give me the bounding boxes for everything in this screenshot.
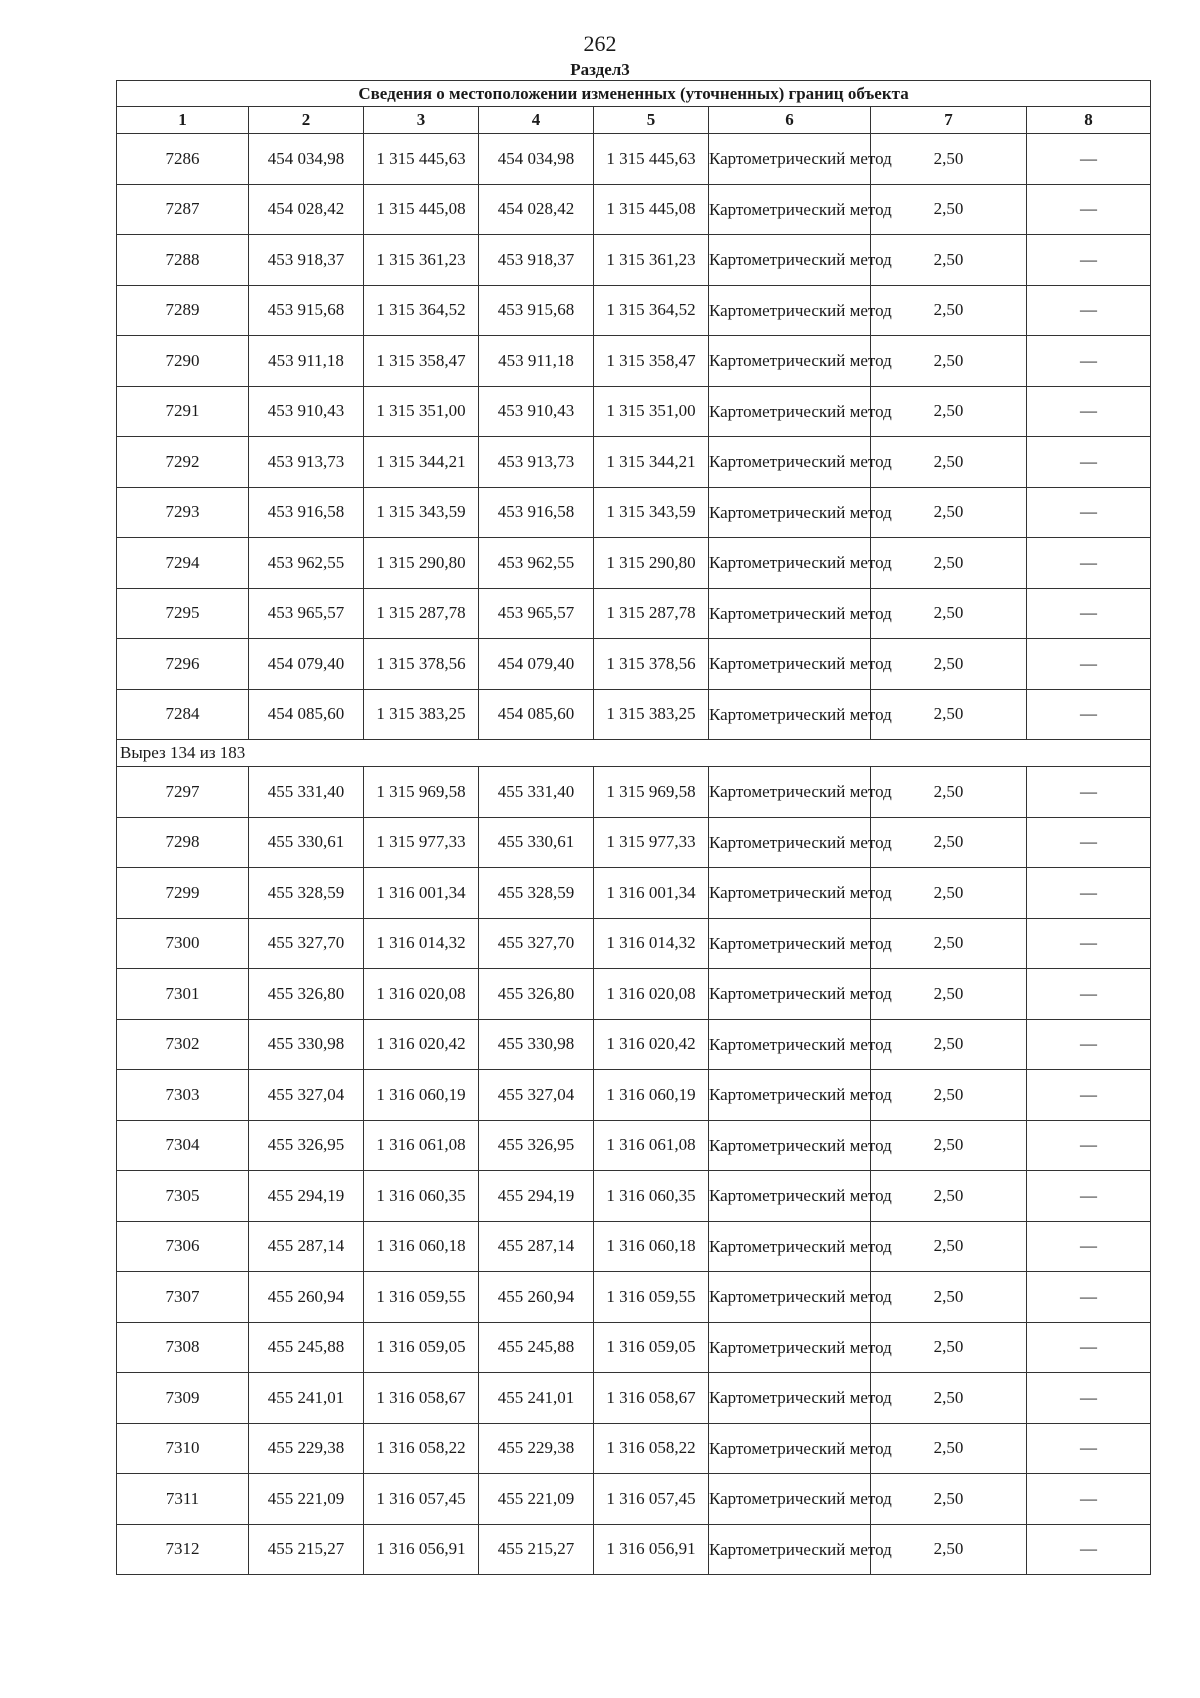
table-row [117, 1373, 1151, 1424]
table-cell-col1: 7299 [117, 868, 249, 919]
table-cell-col6: Картометрический метод [709, 285, 871, 336]
table-cell-col2: 455 215,27 [249, 1524, 364, 1575]
table-cell-col2: 455 326,80 [249, 969, 364, 1020]
column-header-4: 4 [479, 107, 594, 134]
table-cell-col4: 454 079,40 [479, 639, 594, 690]
table-cell-col6: Картометрический метод [709, 1171, 871, 1222]
table-cell-col1: 7312 [117, 1524, 249, 1575]
table-cell-col5: 1 316 060,35 [594, 1171, 709, 1222]
table-cell-col8: — [1027, 538, 1151, 589]
table-cell-col5: 1 316 057,45 [594, 1474, 709, 1525]
table-cell-col4: 453 962,55 [479, 538, 594, 589]
table-cell-col1: 7302 [117, 1019, 249, 1070]
table-cell-col1: 7305 [117, 1171, 249, 1222]
table-cell-col8: — [1027, 1070, 1151, 1121]
table-cell-col4: 455 221,09 [479, 1474, 594, 1525]
table-cell-col4: 455 331,40 [479, 767, 594, 818]
table-cell-col3: 1 315 977,33 [364, 817, 479, 868]
table-cell-col6: Картометрический метод [709, 184, 871, 235]
table-cell-col2: 455 221,09 [249, 1474, 364, 1525]
table-cell-col4: 453 910,43 [479, 386, 594, 437]
table-cell-col3: 1 316 059,05 [364, 1322, 479, 1373]
table-cell-col6: Картометрический метод [709, 1322, 871, 1373]
table-cell-col5: 1 315 290,80 [594, 538, 709, 589]
table-cell-col1: 7294 [117, 538, 249, 589]
table-cell-col8: — [1027, 184, 1151, 235]
table-cell-col3: 1 315 287,78 [364, 588, 479, 639]
table-cell-col4: 455 215,27 [479, 1524, 594, 1575]
table-cell-col8: — [1027, 918, 1151, 969]
table-cell-col4: 454 085,60 [479, 689, 594, 740]
table-cell-col3: 1 315 343,59 [364, 487, 479, 538]
table-cell-col1: 7286 [117, 134, 249, 185]
table-cell-col3: 1 316 060,18 [364, 1221, 479, 1272]
table-cell-col7: 2,50 [871, 487, 1027, 538]
table-row [117, 817, 1151, 868]
table-cell-col8: — [1027, 336, 1151, 387]
table-row [117, 1272, 1151, 1323]
table-cell-col1: 7292 [117, 437, 249, 488]
table-cell-col2: 455 229,38 [249, 1423, 364, 1474]
table-cell-col4: 455 326,80 [479, 969, 594, 1020]
table-cell-col2: 455 331,40 [249, 767, 364, 818]
table-row [117, 184, 1151, 235]
table-cell-col2: 455 245,88 [249, 1322, 364, 1373]
table-cell-col8: — [1027, 969, 1151, 1020]
table-cell-col8: — [1027, 689, 1151, 740]
table-cell-col5: 1 316 020,42 [594, 1019, 709, 1070]
table-row [117, 235, 1151, 286]
table-cell-col6: Картометрический метод [709, 487, 871, 538]
table-cell-col5: 1 316 058,22 [594, 1423, 709, 1474]
table-cell-col1: 7293 [117, 487, 249, 538]
table-cell-col7: 2,50 [871, 184, 1027, 235]
table-cell-col2: 455 287,14 [249, 1221, 364, 1272]
table-cell-col3: 1 316 060,19 [364, 1070, 479, 1121]
table-cell-col1: 7298 [117, 817, 249, 868]
table-row [117, 285, 1151, 336]
table-cell-col1: 7307 [117, 1272, 249, 1323]
table-cell-col2: 455 241,01 [249, 1373, 364, 1424]
table-row [117, 868, 1151, 919]
table-cell-col6: Картометрический метод [709, 1221, 871, 1272]
table-cell-col7: 2,50 [871, 1070, 1027, 1121]
table-cell-col5: 1 315 977,33 [594, 817, 709, 868]
table-cell-col8: — [1027, 134, 1151, 185]
table-caption: Сведения о местоположении измененных (уточненных) границ объекта [117, 81, 1151, 107]
table-cell-col5: 1 316 020,08 [594, 969, 709, 1020]
table-cell-col2: 453 911,18 [249, 336, 364, 387]
table-cell-col1: 7303 [117, 1070, 249, 1121]
coordinates-table [116, 80, 1151, 1575]
table-cell-col2: 453 965,57 [249, 588, 364, 639]
table-cell-col3: 1 316 057,45 [364, 1474, 479, 1525]
table-cell-col1: 7301 [117, 969, 249, 1020]
table-cell-col6: Картометрический метод [709, 1423, 871, 1474]
table-row [117, 918, 1151, 969]
column-header-8: 8 [1027, 107, 1151, 134]
table-row [117, 336, 1151, 387]
table-row [117, 1474, 1151, 1525]
table-cell-col1: 7308 [117, 1322, 249, 1373]
table-cell-col5: 1 316 060,19 [594, 1070, 709, 1121]
table-cell-col7: 2,50 [871, 235, 1027, 286]
table-cell-col3: 1 316 020,08 [364, 969, 479, 1020]
column-header-1: 1 [117, 107, 249, 134]
table-row [117, 1322, 1151, 1373]
table-cell-col4: 455 327,04 [479, 1070, 594, 1121]
table-cell-col7: 2,50 [871, 1322, 1027, 1373]
table-cell-col5: 1 315 969,58 [594, 767, 709, 818]
table-cell-col7: 2,50 [871, 918, 1027, 969]
table-cell-col1: 7288 [117, 235, 249, 286]
page-number: 262 [583, 31, 617, 56]
column-header-3: 3 [364, 107, 479, 134]
table-cell-col2: 453 910,43 [249, 386, 364, 437]
table-cell-col2: 455 328,59 [249, 868, 364, 919]
table-cell-col8: — [1027, 1322, 1151, 1373]
table-cell-col3: 1 316 020,42 [364, 1019, 479, 1070]
table-row [117, 1070, 1151, 1121]
table-cell-col7: 2,50 [871, 1272, 1027, 1323]
table-cell-col7: 2,50 [871, 1524, 1027, 1575]
table-cell-col3: 1 315 383,25 [364, 689, 479, 740]
table-cell-col5: 1 315 364,52 [594, 285, 709, 336]
table-cell-col8: — [1027, 767, 1151, 818]
table-row [117, 1524, 1151, 1575]
cutout-label: Вырез 134 из 183 [117, 740, 1151, 767]
table-cell-col6: Картометрический метод [709, 918, 871, 969]
table-row [117, 1019, 1151, 1070]
table-cell-col7: 2,50 [871, 1120, 1027, 1171]
table-cell-col5: 1 315 344,21 [594, 437, 709, 488]
table-cell-col2: 455 330,61 [249, 817, 364, 868]
table-cell-col6: Картометрический метод [709, 1373, 871, 1424]
table-cell-col5: 1 315 445,63 [594, 134, 709, 185]
table-cell-col6: Картометрический метод [709, 588, 871, 639]
table-cell-col1: 7310 [117, 1423, 249, 1474]
table-cell-col8: — [1027, 1272, 1151, 1323]
table-cell-col2: 453 913,73 [249, 437, 364, 488]
table-cell-col6: Картометрический метод [709, 538, 871, 589]
table-cell-col8: — [1027, 235, 1151, 286]
table-cell-col2: 455 327,70 [249, 918, 364, 969]
table-cell-col6: Картометрический метод [709, 868, 871, 919]
table-cell-col4: 453 965,57 [479, 588, 594, 639]
table-cell-col7: 2,50 [871, 767, 1027, 818]
table-cell-col3: 1 315 445,08 [364, 184, 479, 235]
table-cell-col1: 7295 [117, 588, 249, 639]
table-row [117, 689, 1151, 740]
table-cell-col3: 1 315 358,47 [364, 336, 479, 387]
table-cell-col3: 1 316 001,34 [364, 868, 479, 919]
table-cell-col5: 1 316 060,18 [594, 1221, 709, 1272]
table-cell-col2: 453 916,58 [249, 487, 364, 538]
table-cell-col3: 1 315 361,23 [364, 235, 479, 286]
table-cell-col5: 1 316 014,32 [594, 918, 709, 969]
table-cell-col5: 1 316 059,05 [594, 1322, 709, 1373]
table-row [117, 1120, 1151, 1171]
table-cell-col2: 453 918,37 [249, 235, 364, 286]
table-cell-col3: 1 315 969,58 [364, 767, 479, 818]
table-cell-col1: 7304 [117, 1120, 249, 1171]
table-cell-col3: 1 315 445,63 [364, 134, 479, 185]
table-cell-col6: Картометрический метод [709, 1272, 871, 1323]
table-cell-col1: 7287 [117, 184, 249, 235]
table-cell-col3: 1 315 364,52 [364, 285, 479, 336]
table-cell-col4: 455 294,19 [479, 1171, 594, 1222]
table-cell-col5: 1 315 445,08 [594, 184, 709, 235]
table-cell-col8: — [1027, 1120, 1151, 1171]
table-row [117, 538, 1151, 589]
table-cell-col6: Картометрический метод [709, 1524, 871, 1575]
table-cell-col7: 2,50 [871, 588, 1027, 639]
table-row [117, 588, 1151, 639]
table-cell-col8: — [1027, 487, 1151, 538]
table-cell-col1: 7290 [117, 336, 249, 387]
table-cell-col6: Картометрический метод [709, 767, 871, 818]
table-cell-col1: 7289 [117, 285, 249, 336]
table-cell-col4: 455 241,01 [479, 1373, 594, 1424]
table-row [117, 437, 1151, 488]
table-cell-col5: 1 315 358,47 [594, 336, 709, 387]
table-cell-col7: 2,50 [871, 386, 1027, 437]
table-cell-col2: 455 326,95 [249, 1120, 364, 1171]
table-cell-col1: 7300 [117, 918, 249, 969]
table-cell-col2: 455 327,04 [249, 1070, 364, 1121]
table-cell-col7: 2,50 [871, 1474, 1027, 1525]
table-row [117, 134, 1151, 185]
table-row [117, 1221, 1151, 1272]
table-cell-col4: 453 913,73 [479, 437, 594, 488]
table-cell-col3: 1 315 378,56 [364, 639, 479, 690]
table-cell-col2: 455 294,19 [249, 1171, 364, 1222]
table-cell-col5: 1 316 056,91 [594, 1524, 709, 1575]
table-cell-col4: 453 916,58 [479, 487, 594, 538]
table-cell-col4: 455 326,95 [479, 1120, 594, 1171]
table-row [117, 639, 1151, 690]
table-cell-col8: — [1027, 588, 1151, 639]
table-cell-col1: 7296 [117, 639, 249, 690]
table-cell-col5: 1 316 059,55 [594, 1272, 709, 1323]
table-cell-col8: — [1027, 1524, 1151, 1575]
table-row [117, 1423, 1151, 1474]
table-cell-col7: 2,50 [871, 639, 1027, 690]
column-header-6: 6 [709, 107, 871, 134]
table-cell-col1: 7311 [117, 1474, 249, 1525]
column-header-7: 7 [871, 107, 1027, 134]
table-cell-col5: 1 316 001,34 [594, 868, 709, 919]
table-cell-col5: 1 315 343,59 [594, 487, 709, 538]
column-header-2: 2 [249, 107, 364, 134]
table-cell-col6: Картометрический метод [709, 437, 871, 488]
table-cell-col7: 2,50 [871, 1423, 1027, 1474]
table-row [117, 386, 1151, 437]
table-cell-col8: — [1027, 1373, 1151, 1424]
table-cell-col5: 1 315 351,00 [594, 386, 709, 437]
table-cell-col5: 1 315 287,78 [594, 588, 709, 639]
table-cell-col2: 455 330,98 [249, 1019, 364, 1070]
table-cell-col2: 455 260,94 [249, 1272, 364, 1323]
table-cell-col4: 454 028,42 [479, 184, 594, 235]
table-cell-col4: 455 330,98 [479, 1019, 594, 1070]
table-cell-col7: 2,50 [871, 969, 1027, 1020]
table-cell-col6: Картометрический метод [709, 689, 871, 740]
table-cell-col8: — [1027, 437, 1151, 488]
table-cell-col3: 1 315 344,21 [364, 437, 479, 488]
table-cell-col6: Картометрический метод [709, 386, 871, 437]
table-cell-col3: 1 315 351,00 [364, 386, 479, 437]
table-cell-col7: 2,50 [871, 285, 1027, 336]
table-cell-col3: 1 316 061,08 [364, 1120, 479, 1171]
table-row [117, 767, 1151, 818]
table-cell-col6: Картометрический метод [709, 1019, 871, 1070]
table-cell-col4: 455 245,88 [479, 1322, 594, 1373]
table-cell-col8: — [1027, 1423, 1151, 1474]
table-cell-col1: 7306 [117, 1221, 249, 1272]
section-title: Раздел3 [570, 60, 630, 79]
table-cell-col7: 2,50 [871, 1221, 1027, 1272]
table-cell-col6: Картометрический метод [709, 969, 871, 1020]
table-cell-col8: — [1027, 285, 1151, 336]
table-cell-col7: 2,50 [871, 868, 1027, 919]
table-cell-col7: 2,50 [871, 437, 1027, 488]
table-cell-col1: 7309 [117, 1373, 249, 1424]
table-cell-col7: 2,50 [871, 689, 1027, 740]
table-cell-col5: 1 315 361,23 [594, 235, 709, 286]
table-cell-col8: — [1027, 868, 1151, 919]
table-cell-col3: 1 316 058,22 [364, 1423, 479, 1474]
table-cell-col1: 7291 [117, 386, 249, 437]
table-cell-col4: 455 328,59 [479, 868, 594, 919]
table-cell-col6: Картометрический метод [709, 336, 871, 387]
table-cell-col4: 454 034,98 [479, 134, 594, 185]
table-cell-col1: 7284 [117, 689, 249, 740]
table-cell-col3: 1 316 060,35 [364, 1171, 479, 1222]
table-cell-col8: — [1027, 817, 1151, 868]
table-cell-col4: 453 918,37 [479, 235, 594, 286]
table-cell-col4: 455 287,14 [479, 1221, 594, 1272]
table-cell-col6: Картометрический метод [709, 134, 871, 185]
table-cell-col5: 1 316 061,08 [594, 1120, 709, 1171]
table-cell-col8: — [1027, 1221, 1151, 1272]
cutout-row [117, 740, 1151, 767]
table-cell-col2: 454 028,42 [249, 184, 364, 235]
table-cell-col6: Картометрический метод [709, 639, 871, 690]
table-row [117, 1171, 1151, 1222]
table-cell-col8: — [1027, 1171, 1151, 1222]
table-row [117, 487, 1151, 538]
table-cell-col3: 1 316 056,91 [364, 1524, 479, 1575]
table-cell-col2: 453 962,55 [249, 538, 364, 589]
table-cell-col5: 1 315 383,25 [594, 689, 709, 740]
table-cell-col8: — [1027, 1474, 1151, 1525]
table-row [117, 969, 1151, 1020]
table-cell-col4: 455 327,70 [479, 918, 594, 969]
table-cell-col6: Картометрический метод [709, 1120, 871, 1171]
table-cell-col4: 453 915,68 [479, 285, 594, 336]
table-cell-col6: Картометрический метод [709, 817, 871, 868]
table-cell-col4: 453 911,18 [479, 336, 594, 387]
column-header-5: 5 [594, 107, 709, 134]
table-cell-col3: 1 316 059,55 [364, 1272, 479, 1323]
table-cell-col8: — [1027, 386, 1151, 437]
table-cell-col8: — [1027, 1019, 1151, 1070]
table-cell-col6: Картометрический метод [709, 235, 871, 286]
table-cell-col7: 2,50 [871, 336, 1027, 387]
table-cell-col4: 455 229,38 [479, 1423, 594, 1474]
table-cell-col3: 1 315 290,80 [364, 538, 479, 589]
table-cell-col7: 2,50 [871, 538, 1027, 589]
table-cell-col5: 1 315 378,56 [594, 639, 709, 690]
table-cell-col2: 454 034,98 [249, 134, 364, 185]
table-cell-col2: 453 915,68 [249, 285, 364, 336]
table-cell-col3: 1 316 014,32 [364, 918, 479, 969]
table-cell-col2: 454 085,60 [249, 689, 364, 740]
table-cell-col8: — [1027, 639, 1151, 690]
table-cell-col4: 455 330,61 [479, 817, 594, 868]
table-cell-col6: Картометрический метод [709, 1474, 871, 1525]
table-cell-col4: 455 260,94 [479, 1272, 594, 1323]
table-cell-col7: 2,50 [871, 134, 1027, 185]
table-cell-col7: 2,50 [871, 817, 1027, 868]
table-cell-col7: 2,50 [871, 1171, 1027, 1222]
table-cell-col7: 2,50 [871, 1373, 1027, 1424]
table-cell-col1: 7297 [117, 767, 249, 818]
table-cell-col7: 2,50 [871, 1019, 1027, 1070]
table-cell-col2: 454 079,40 [249, 639, 364, 690]
table-cell-col5: 1 316 058,67 [594, 1373, 709, 1424]
table-cell-col6: Картометрический метод [709, 1070, 871, 1121]
table-cell-col3: 1 316 058,67 [364, 1373, 479, 1424]
